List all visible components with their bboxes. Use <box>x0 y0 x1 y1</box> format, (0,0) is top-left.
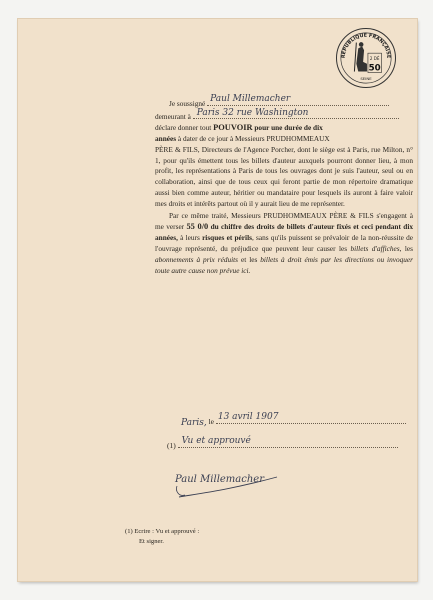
paragraph-1-body: PÈRE & FILS, Directeurs de l'Agence Porcher, dont le siège est à Paris, rue Milton, n° 1, pour qu'ils émettent tous les billets d'auteur auxquels pourront donner lieu, à mon profit, les représentations à Paris de tous les ouvrages dont je suis l'auteur, seul ou en collaboration, ainsi que de tous ceux qui feront partie de mon répertoire dramatique aussi bien comme auteur, héritier ou mandataire pour lesquels ils auront à faire valoir mes droits et intérêts partout où il y aurait lieu de me représenter. <box>155 144 413 209</box>
signature <box>173 467 283 503</box>
soussigne-label: Je soussigné <box>169 99 206 108</box>
stamp-seal-icon <box>337 29 395 87</box>
p2-run: billets à droit émis par les directions ou invoquer toute autre cause non prévue ici. <box>155 254 413 275</box>
paragraph-2 <box>155 211 413 276</box>
p2-run: , sans qu'ils puissent se prévaloir de la non-réussite de l'ouvrage représenté, du préjudice que peuvent leur causer les <box>155 232 413 253</box>
address-handwriting: Paris 32 rue Washington <box>196 107 309 118</box>
annees-line <box>155 134 413 145</box>
date-label: le <box>208 417 214 426</box>
stamp-value: 50 <box>368 63 381 74</box>
p2-run: Par ce même traité, Messieurs PRUDHOMMEAUX PÈRE & FILS s'engagent à me verser <box>155 211 413 231</box>
demeurant-label: demeurant à <box>155 111 191 121</box>
p2-run: du chiffre des droits de billets d'auteur fixés et ceci pendant dix années, <box>155 221 413 242</box>
document-sheet <box>18 19 417 581</box>
demeurant-line <box>155 107 413 123</box>
p1-l4-run: à dater de ce jour à Messieurs PRUDHOMMEAUX <box>176 133 330 143</box>
footnote-line-1: (1) Ecrire : Vu et approuvé : <box>125 528 200 535</box>
p1-l3-run: POUVOIR <box>213 122 253 132</box>
p1-l4-run: années <box>155 133 177 143</box>
footnote <box>125 527 199 547</box>
address-field <box>193 107 399 119</box>
p2-run: billets d'affiches <box>350 243 400 253</box>
svg-text:RÉPUBLIQUE FRANÇAISE <box>339 33 391 59</box>
approval-handwriting: Vu et approuvé <box>181 436 251 446</box>
p2-run: abonnements à prix réduits <box>155 254 239 264</box>
contract-body <box>155 94 413 277</box>
approval-field <box>178 436 398 448</box>
date-line <box>155 412 413 428</box>
signature-flourish-icon <box>173 467 283 503</box>
p1-l3-run: déclare donner tout <box>155 122 214 132</box>
place-handwriting: Paris, <box>181 418 207 428</box>
soussigne-handwriting: Paul Millemacher <box>210 94 291 104</box>
stamp-top-text: RÉPUBLIQUE FRANÇAISE <box>341 33 391 59</box>
date-handwriting: 13 avril 1907 <box>217 412 279 422</box>
approval-footnote-mark: (1) <box>167 441 176 450</box>
p2-run: , les <box>399 243 413 253</box>
fiscal-stamp <box>336 28 396 88</box>
footnote-line-2: Et signer. <box>139 538 164 545</box>
stamp-bottom-text: SEINE <box>360 76 372 82</box>
approval-line <box>155 436 413 450</box>
p2-run: 55 0/0 <box>186 221 209 231</box>
p2-run: risques et périls <box>202 232 252 242</box>
pouvoir-line <box>155 123 413 134</box>
p2-run: à leurs <box>180 232 203 242</box>
p2-run: et les <box>238 254 261 264</box>
stamp-fraction: 2 DÉ <box>369 55 380 61</box>
p1-l3-run: pour une durée de dix <box>252 122 323 132</box>
signature-handwriting: Paul Millemacher <box>175 474 264 485</box>
soussigne-field <box>207 94 389 106</box>
date-field <box>216 412 406 424</box>
